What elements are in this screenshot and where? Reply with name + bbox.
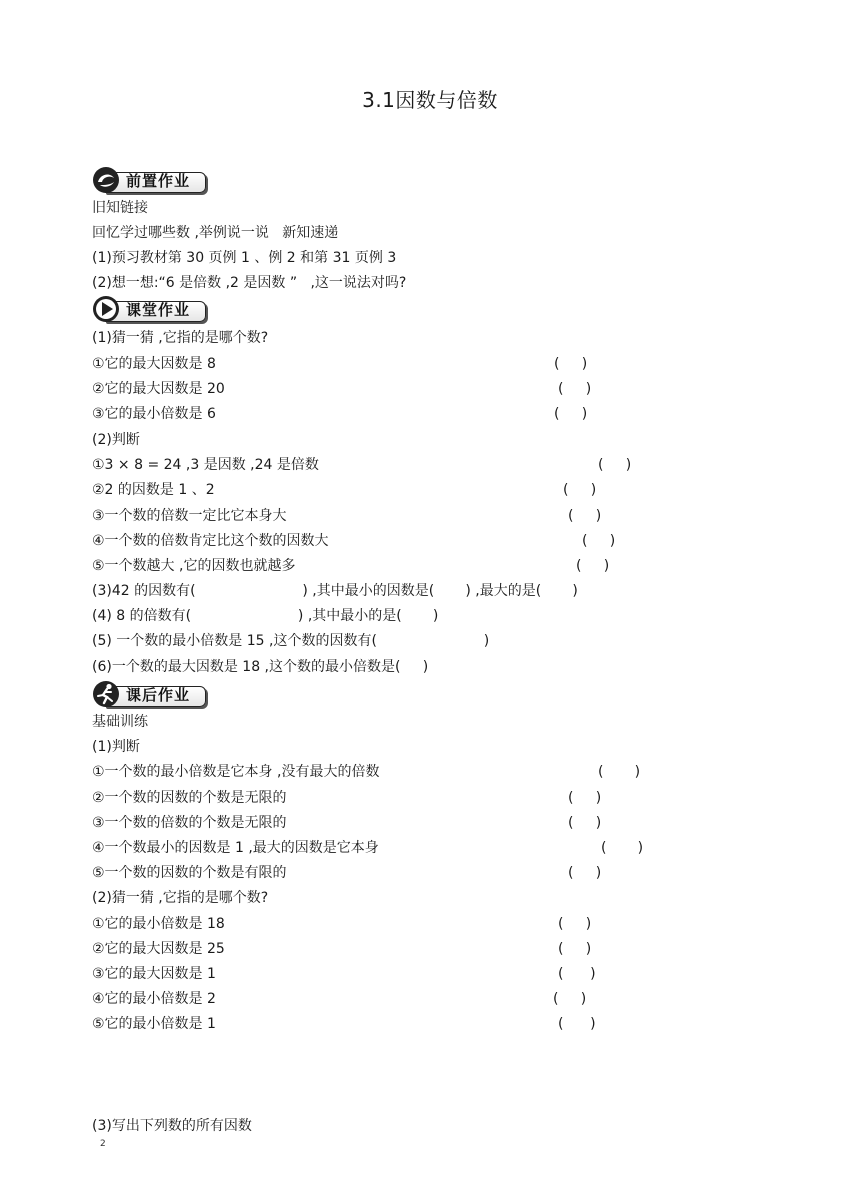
question-item: ③一个数的倍数一定比它本身大: [92, 508, 287, 524]
text-line: (2)判断: [92, 432, 140, 448]
question-item: ④一个数的倍数肯定比这个数的因数大: [92, 533, 329, 549]
question-item: (4) 8 的倍数有( ) ,其中最小的是( ): [92, 608, 439, 624]
answer-blank: ( ): [558, 941, 592, 957]
question-item: ①它的最小倍数是 18: [92, 916, 225, 932]
question-item: ①3 × 8 = 24 ,3 是因数 ,24 是倍数: [92, 457, 319, 473]
answer-blank: ( ): [601, 840, 644, 856]
section-title: 前置作业: [126, 172, 191, 190]
answer-blank: ( ): [568, 508, 602, 524]
question-item: ①它的最大因数是 8: [92, 356, 216, 372]
answer-blank: ( ): [568, 865, 602, 881]
question-item: (6)一个数的最大因数是 18 ,这个数的最小倍数是( ): [92, 659, 429, 675]
text-line: 基础训练: [92, 714, 148, 730]
answer-blank: ( ): [553, 991, 587, 1007]
answer-blank: ( ): [554, 356, 588, 372]
answer-blank: ( ): [582, 533, 616, 549]
runner-icon: [92, 680, 120, 708]
question-item: ④一个数最小的因数是 1 ,最大的因数是它本身: [92, 840, 379, 856]
question-item: ①一个数的最小倍数是它本身 ,没有最大的倍数: [92, 764, 380, 780]
question-item: (3)42 的因数有( ) ,其中最小的因数是( ) ,最大的是( ): [92, 583, 578, 599]
question-item: (5) 一个数的最小倍数是 15 ,这个数的因数有( ): [92, 633, 490, 649]
answer-blank: ( ): [558, 916, 592, 932]
text-line: (3)写出下列数的所有因数: [92, 1118, 252, 1134]
answer-blank: ( ): [558, 1016, 596, 1032]
question-item: ②它的最大因数是 25: [92, 941, 225, 957]
question-item: ②它的最大因数是 20: [92, 381, 225, 397]
answer-blank: ( ): [558, 381, 592, 397]
answer-blank: ( ): [568, 815, 602, 831]
question-item: ③它的最小倍数是 6: [92, 406, 216, 422]
page-title: 3.1因数与倍数: [362, 88, 498, 112]
question-item: ③它的最大因数是 1: [92, 966, 216, 982]
question-item: ②2 的因数是 1 、2: [92, 482, 215, 498]
text-line: 回忆学过哪些数 ,举例说一说 新知速递: [92, 225, 339, 241]
answer-blank: ( ): [598, 764, 641, 780]
section-title: 课堂作业: [126, 301, 191, 319]
question-item: ④它的最小倍数是 2: [92, 991, 216, 1007]
answer-blank: ( ): [598, 457, 632, 473]
question-item: ②一个数的因数的个数是无限的: [92, 790, 287, 806]
section-title: 课后作业: [126, 686, 191, 704]
question-item: ③一个数的倍数的个数是无限的: [92, 815, 287, 831]
question-item: ⑤一个数越大 ,它的因数也就越多: [92, 558, 296, 574]
text-line: (1)判断: [92, 739, 140, 755]
section-banner-after: [92, 678, 210, 708]
text-line: (1)猜一猜 ,它指的是哪个数?: [92, 330, 269, 346]
question-item: ⑤它的最小倍数是 1: [92, 1016, 216, 1032]
answer-blank: ( ): [554, 406, 588, 422]
answer-blank: ( ): [558, 966, 596, 982]
section-banner-class: [92, 293, 210, 323]
page-number: 2: [100, 1139, 106, 1149]
question-item: ⑤一个数的因数的个数是有限的: [92, 865, 287, 881]
text-line: (2)猜一猜 ,它指的是哪个数?: [92, 890, 269, 906]
text-line: (2)想一想:“6 是倍数 ,2 是因数 ” ,这一说法对吗?: [92, 275, 407, 291]
swirl-icon: [92, 166, 120, 194]
text-line: 旧知链接: [92, 200, 148, 216]
section-banner-pre: [92, 164, 210, 194]
text-line: (1)预习教材第 30 页例 1 、例 2 和第 31 页例 3: [92, 250, 397, 266]
play-icon: [92, 295, 120, 323]
answer-blank: ( ): [563, 482, 597, 498]
answer-blank: ( ): [568, 790, 602, 806]
answer-blank: ( ): [576, 558, 610, 574]
